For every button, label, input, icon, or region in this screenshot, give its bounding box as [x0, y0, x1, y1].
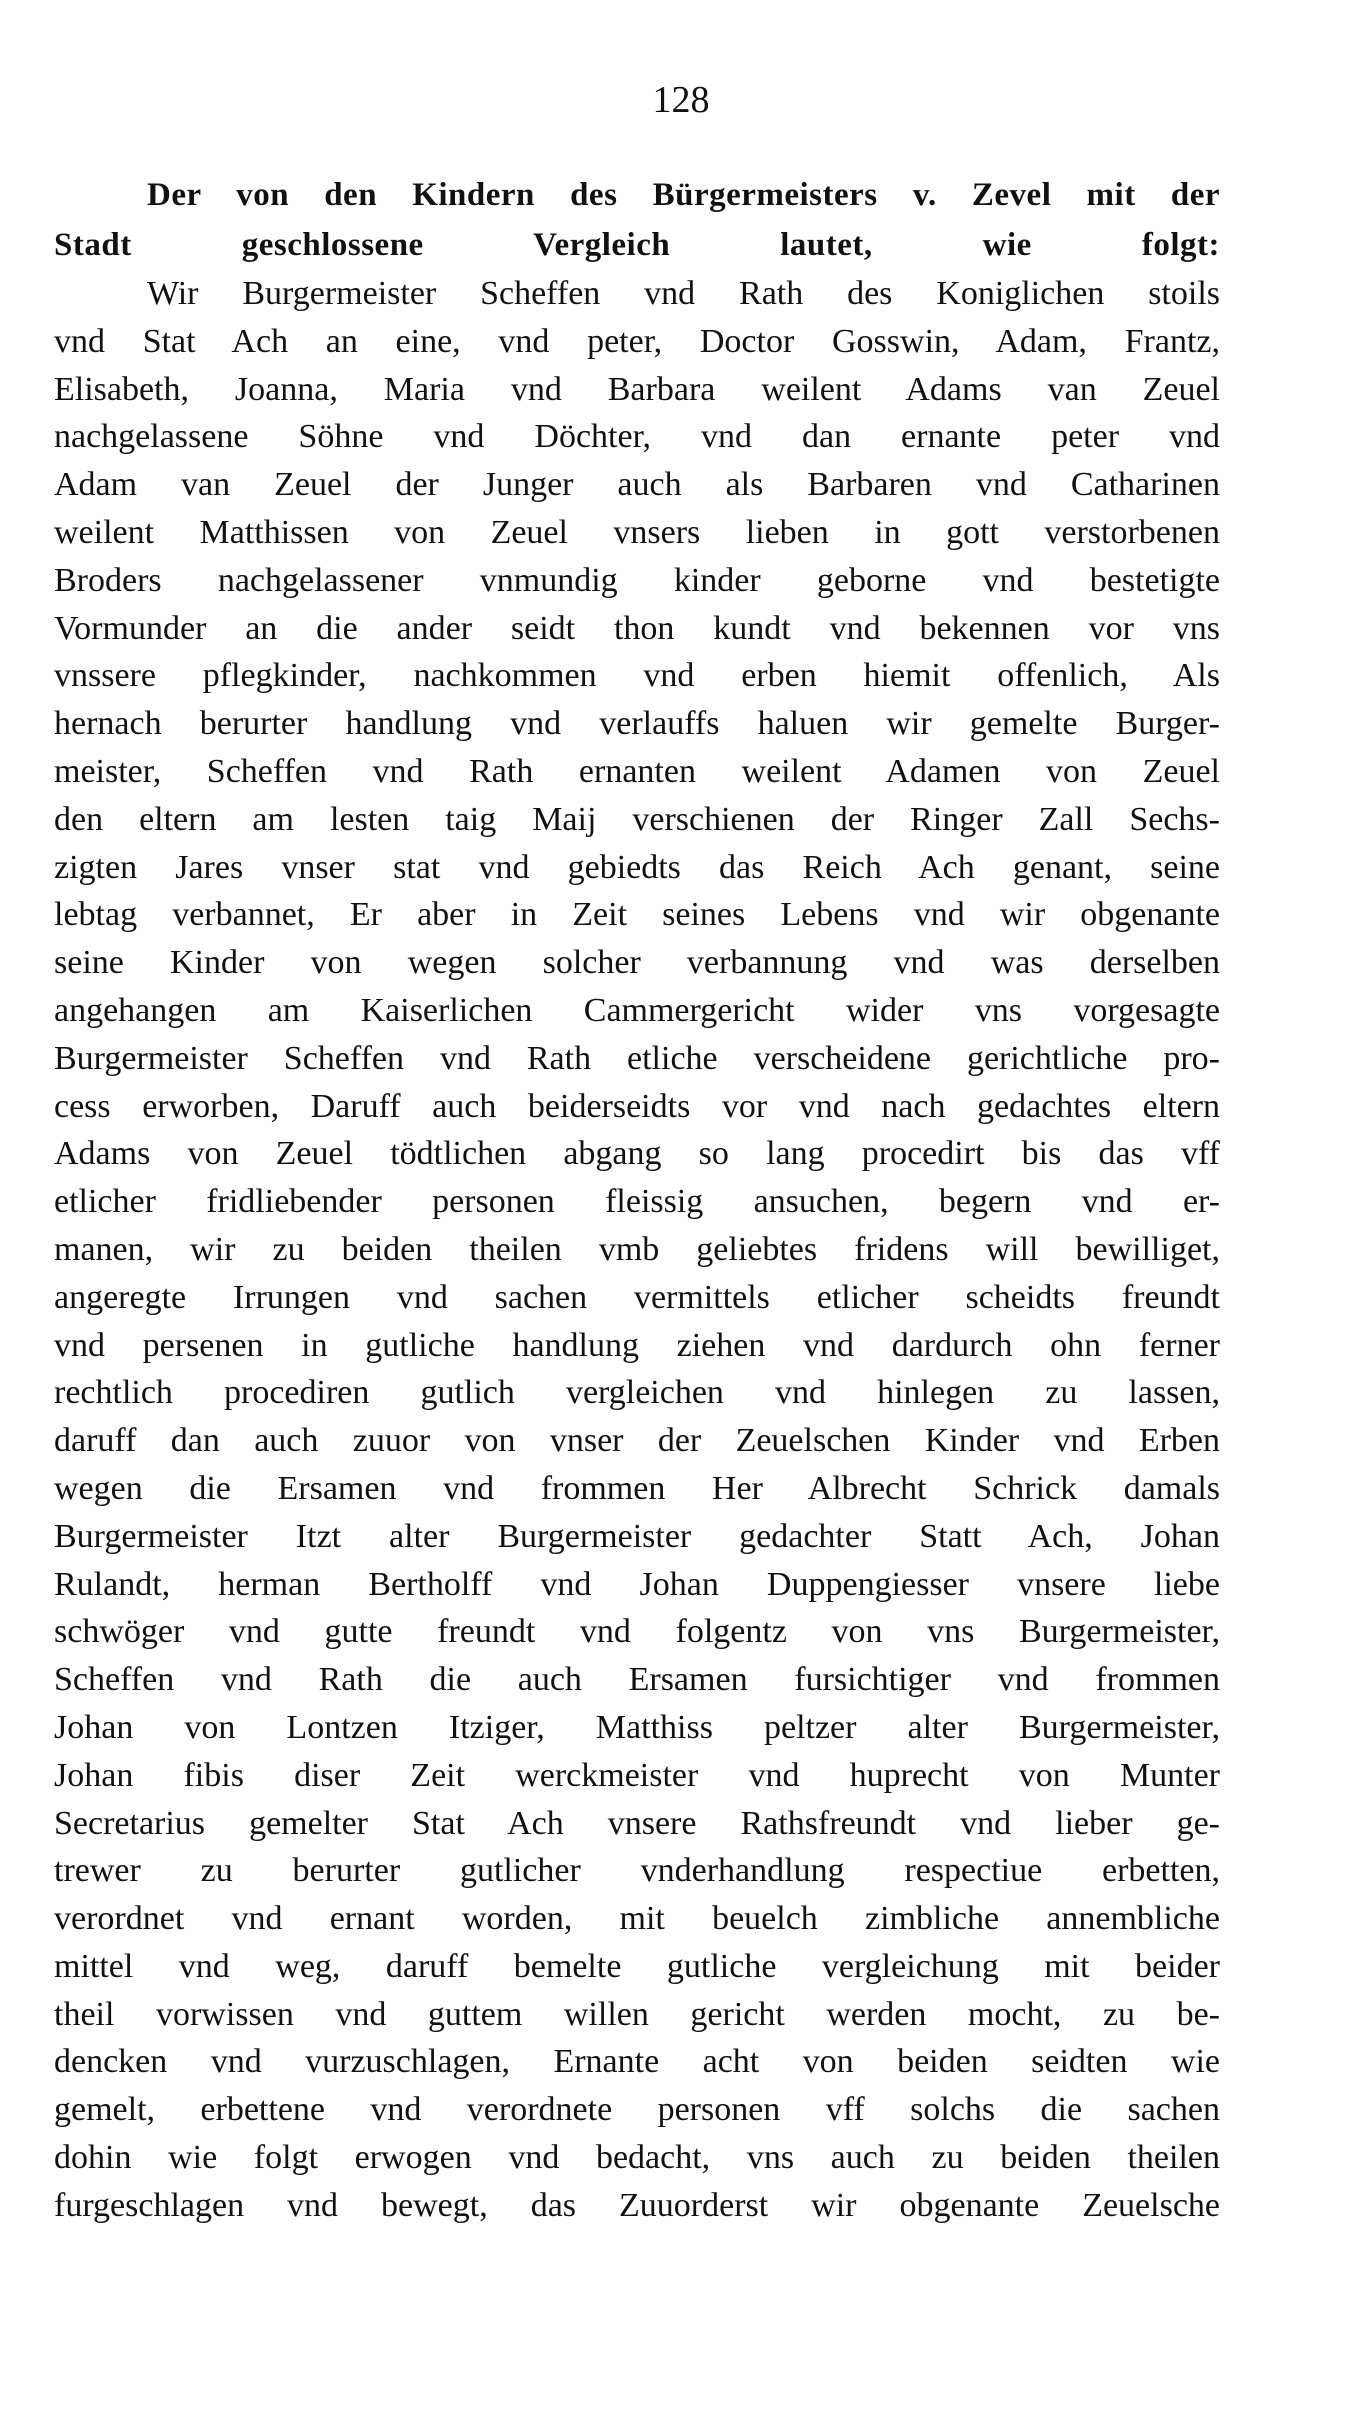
text-line: weilent Matthissen von Zeuel vnsers lieben in gott verstorbenen: [54, 513, 1220, 551]
text-line: Adam van Zeuel der Junger auch als Barbaren vnd Catharinen: [54, 466, 1220, 504]
page-number: 128: [652, 79, 710, 121]
text-line: Burgermeister Itzt alter Burgermeister gedachter Statt Ach, Johan: [54, 1517, 1220, 1555]
text-line: zigten Jares vnser stat vnd gebiedts das Reich Ach genant, seine: [54, 848, 1220, 886]
text-line: den eltern am lesten taig Maij verschienen der Ringer Zall Sechs-: [54, 800, 1220, 838]
text-line: theil vorwissen vnd guttem willen gericht werden mocht, zu be-: [54, 1995, 1220, 2033]
section-heading: [54, 170, 1220, 270]
text-line: vnssere pflegkinder, nachkommen vnd erben hiemit offenlich, Als: [54, 657, 1220, 695]
heading-line: Der von den Kindern des Bürgermeisters v. Zevel mit der: [147, 177, 1220, 213]
text-line: furgeschlagen vnd bewegt, das Zuuorderst wir obgenante Zeuelsche: [54, 2186, 1220, 2224]
text-line: Secretarius gemelter Stat Ach vnsere Rathsfreundt vnd lieber ge-: [54, 1804, 1220, 1842]
text-line: dencken vnd vurzuschlagen, Ernante acht von beiden seidten wie: [54, 2043, 1220, 2081]
text-line: Adams von Zeuel tödtlichen abgang so lang procedirt bis das vff: [54, 1135, 1220, 1173]
text-line: nachgelassene Söhne vnd Döchter, vnd dan ernante peter vnd: [54, 418, 1220, 456]
text-line: cess erworben, Daruff auch beiderseidts vor vnd nach gedachtes eltern: [54, 1087, 1220, 1125]
text-line: Burgermeister Scheffen vnd Rath etliche verscheidene gerichtliche pro-: [54, 1039, 1220, 1077]
text-line: wegen die Ersamen vnd frommen Her Albrecht Schrick damals: [54, 1469, 1220, 1507]
text-line: Elisabeth, Joanna, Maria vnd Barbara weilent Adams van Zeuel: [54, 370, 1220, 408]
text-line: seine Kinder von wegen solcher verbannung vnd was derselben: [54, 944, 1220, 982]
text-line: vnd Stat Ach an eine, vnd peter, Doctor Gosswin, Adam, Frantz,: [54, 322, 1220, 360]
text-line: hernach berurter handlung vnd verlauffs haluen wir gemelte Burger-: [54, 705, 1220, 743]
text-line: Rulandt, herman Bertholff vnd Johan Duppengiesser vnsere liebe: [54, 1565, 1220, 1603]
text-line: Wir Burgermeister Scheffen vnd Rath des Koniglichen stoils: [147, 275, 1220, 312]
text-line: trewer zu berurter gutlicher vnderhandlung respectiue erbetten,: [54, 1852, 1220, 1890]
text-line: daruff dan auch zuuor von vnser der Zeuelschen Kinder vnd Erben: [54, 1422, 1220, 1460]
heading-line: Stadt geschlossene Vergleich lautet, wie folgt:: [54, 227, 1220, 263]
text-line: vnd persenen in gutliche handlung ziehen vnd dardurch ohn ferner: [54, 1326, 1220, 1364]
text-line: Scheffen vnd Rath die auch Ersamen fursichtiger vnd frommen: [54, 1661, 1220, 1699]
text-line: lebtag verbannet, Er aber in Zeit seines Lebens vnd wir obgenante: [54, 896, 1220, 934]
text-line: Vormunder an die ander seidt thon kundt vnd bekennen vor vns: [54, 609, 1220, 647]
text-line: verordnet vnd ernant worden, mit beuelch zimbliche annembliche: [54, 1900, 1220, 1938]
text-line: etlicher fridliebender personen fleissig ansuchen, begern vnd er-: [54, 1183, 1220, 1221]
text-line: angehangen am Kaiserlichen Cammergericht wider vns vorgesagte: [54, 991, 1220, 1029]
text-line: schwöger vnd gutte freundt vnd folgentz von vns Burgermeister,: [54, 1613, 1220, 1651]
text-line: rechtlich procediren gutlich vergleichen vnd hinlegen zu lassen,: [54, 1374, 1220, 1412]
text-line: Johan fibis diser Zeit werckmeister vnd huprecht von Munter: [54, 1756, 1220, 1794]
text-line: angeregte Irrungen vnd sachen vermittels etlicher scheidts freundt: [54, 1278, 1220, 1316]
text-line: mittel vnd weg, daruff bemelte gutliche vergleichung mit beider: [54, 1947, 1220, 1985]
text-line: manen, wir zu beiden theilen vmb geliebtes fridens will bewilliget,: [54, 1230, 1220, 1268]
text-line: meister, Scheffen vnd Rath ernanten weilent Adamen von Zeuel: [54, 752, 1220, 790]
text-line: Johan von Lontzen Itziger, Matthiss peltzer alter Burgermeister,: [54, 1708, 1220, 1746]
text-line: dohin wie folgt erwogen vnd bedacht, vns auch zu beiden theilen: [54, 2139, 1220, 2177]
page-text: [54, 170, 1220, 2230]
text-line: Broders nachgelassener vnmundig kinder geborne vnd bestetigte: [54, 561, 1220, 599]
document-body: [54, 270, 1220, 2230]
text-line: gemelt, erbettene vnd verordnete personen vff solchs die sachen: [54, 2091, 1220, 2129]
